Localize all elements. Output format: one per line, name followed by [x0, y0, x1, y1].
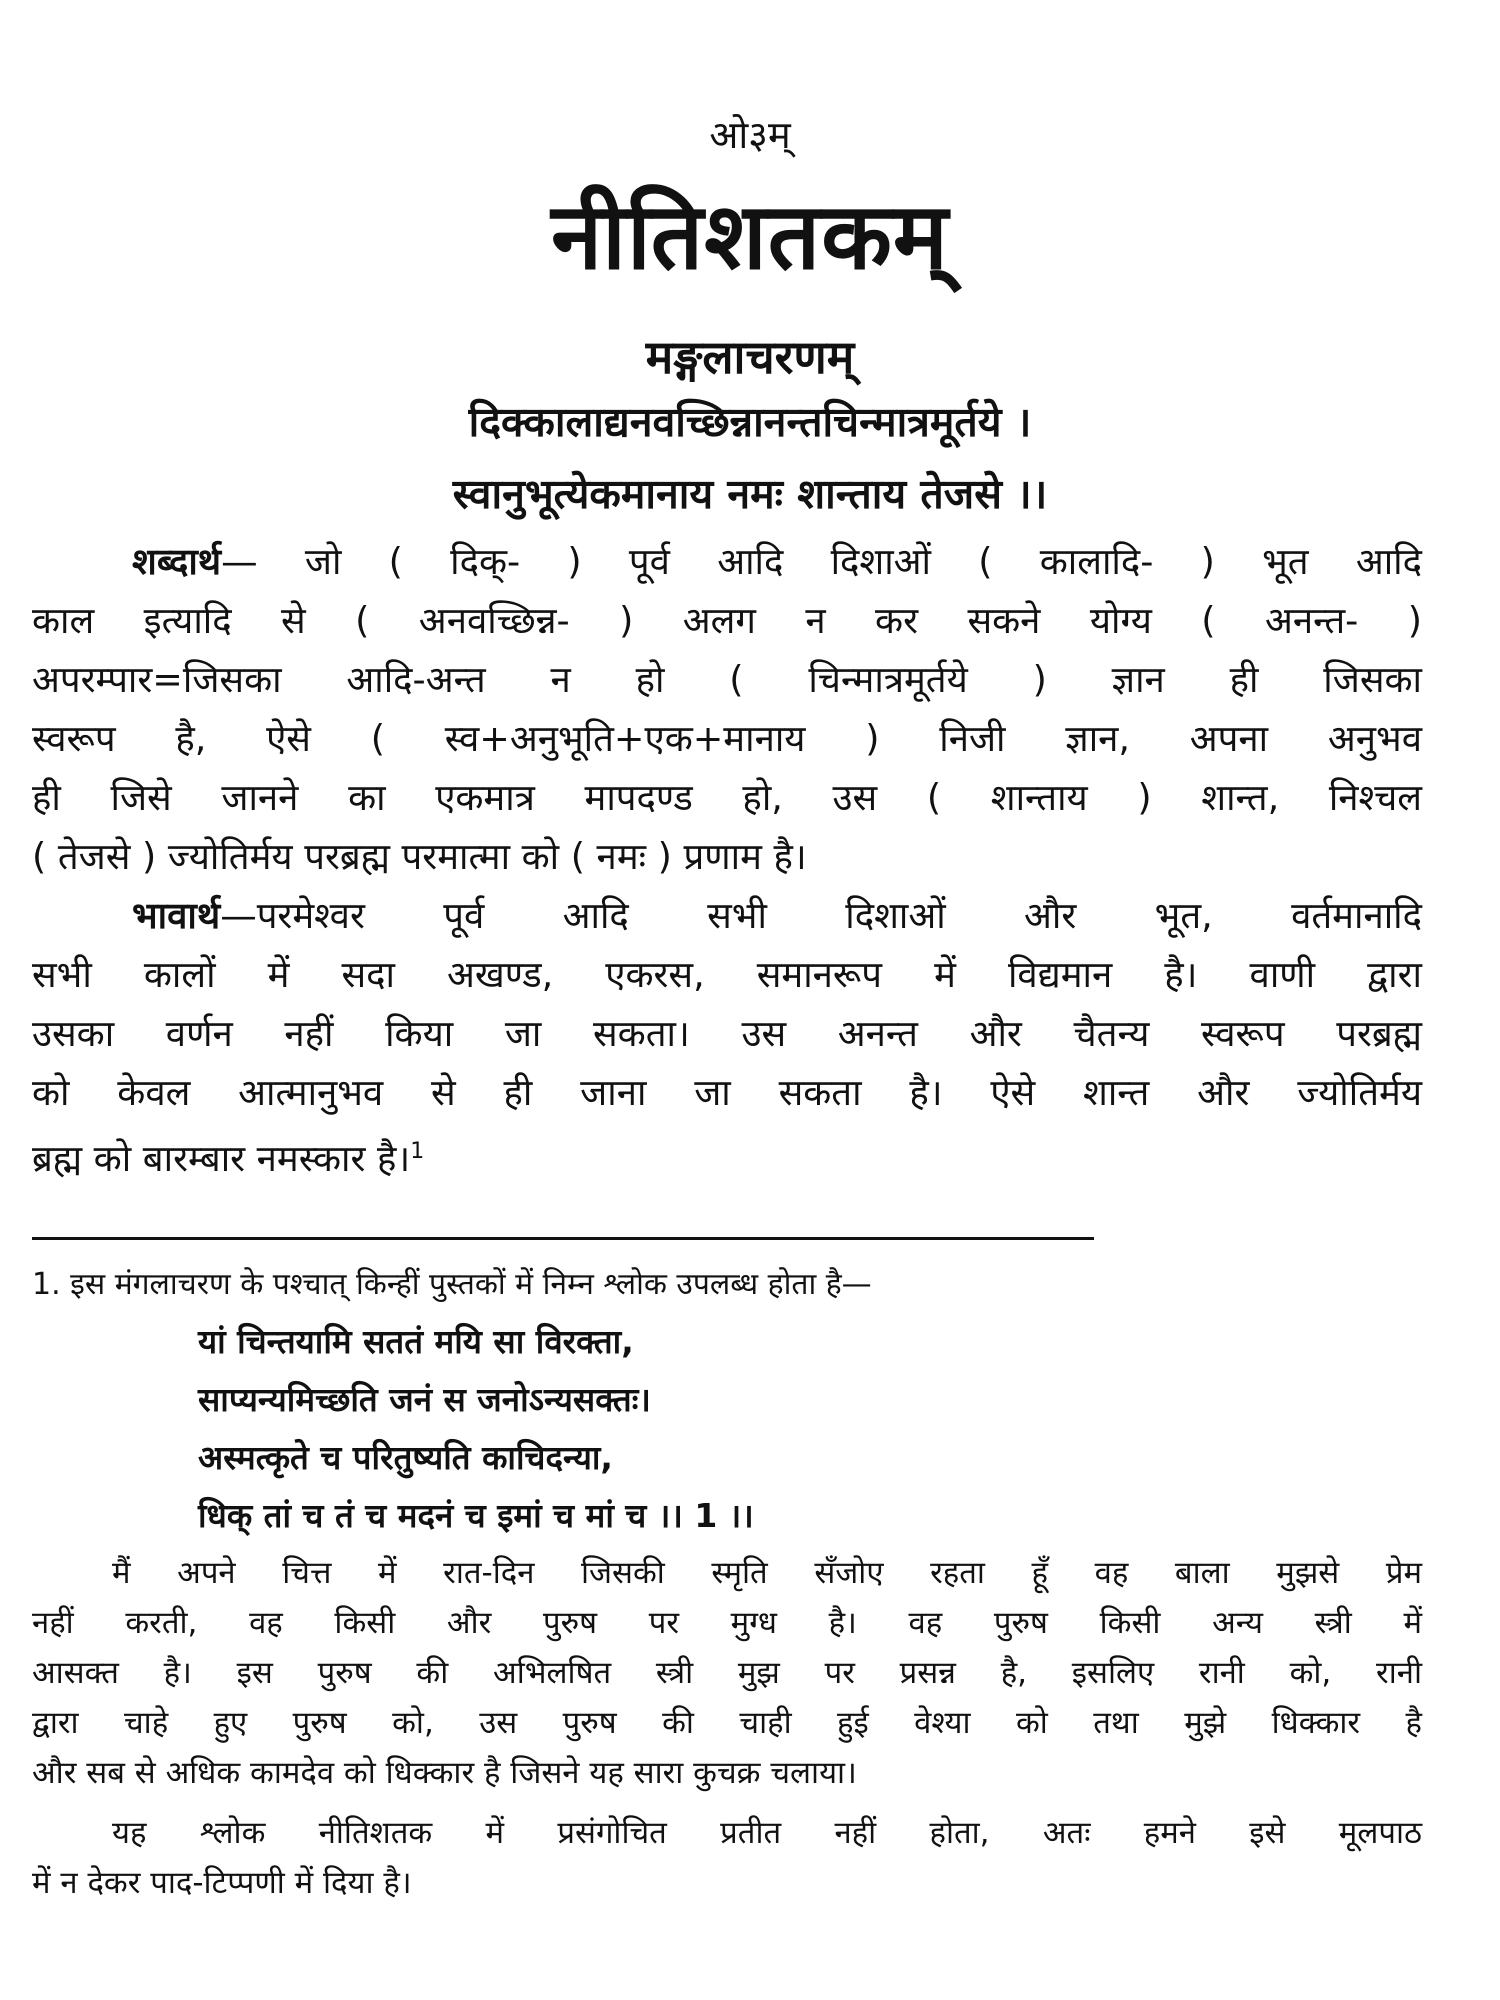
shabdarth-line: ( तेजसे ) ज्योतिर्मय परब्रह्म परमात्मा को ( नमः ) प्रणाम है। — [32, 835, 807, 878]
shabdarth-line: काल इत्यादि से ( अनवच्छिन्न- ) अलग न कर सकने योग्य ( अनन्त- ) — [32, 599, 1422, 642]
footnote-line: में न देकर पाद-टिप्पणी में दिया है। — [32, 1865, 412, 1901]
bhavarth-line: भावार्थ—परमेश्वर पूर्व आदि सभी दिशाओं और भूत, वर्तमानादि — [132, 894, 1422, 937]
bhavarth-line: उसका वर्णन नहीं किया जा सकता। उस अनन्त और चैतन्य स्वरूप परब्रह्म — [32, 1012, 1422, 1055]
footnote-ref: 1 — [410, 1139, 425, 1164]
footnote-verse-line: धिक् तां च तं च मदनं च इमां च मां च ।। 1 ।। — [198, 1496, 754, 1535]
section-heading: मङ्गलाचरणम् — [645, 330, 855, 384]
footnote-verse-line: अस्मत्कृते च परितुष्यति काचिदन्या, — [198, 1438, 613, 1477]
shabdarth-paragraph — [32, 532, 1422, 886]
shabdarth-line: ही जिसे जानने का एकमात्र मापदण्ड हो, उस ( शान्ताय ) शान्त, निश्चल — [32, 776, 1422, 819]
verse-line-1: दिक्कालाद्यनवच्छिन्नानन्तचिन्मात्रमूर्तये । — [468, 398, 1032, 446]
bhavarth-paragraph — [32, 886, 1422, 1188]
shabdarth-line: स्वरूप है, ऐसे ( स्व+अनुभूति+एक+मानाय ) निजी ज्ञान, अपना अनुभव — [32, 717, 1422, 760]
footnote-line: द्वारा चाहे हुए पुरुष को, उस पुरुष की चाही हुई वेश्या को तथा मुझे धिक्कार है — [32, 1705, 1422, 1741]
footnote-line: नहीं करती, वह किसी और पुरुष पर मुग्ध है। वह पुरुष किसी अन्य स्त्री में — [32, 1605, 1422, 1641]
verse-line-2: स्वानुभूत्येकमानाय नमः शान्ताय तेजसे ।। — [452, 470, 1048, 518]
footnote-line: आसक्त है। इस पुरुष की अभिलषित स्त्री मुझ पर प्रसन्न है, इसलिए रानी को, रानी — [32, 1655, 1422, 1691]
footnote-line: यह श्लोक नीतिशतक में प्रसंगोचित प्रतीत नहीं होता, अतः हमने इसे मूलपाठ — [112, 1815, 1422, 1851]
footnote-intro: 1. इस मंगलाचरण के पश्चात् किन्हीं पुस्तकों में निम्न श्लोक उपलब्ध होता है— — [32, 1267, 872, 1302]
footnote-verse-line: साप्यन्यमिच्छति जनं स जनोऽन्यसक्तः। — [198, 1380, 651, 1419]
footnote-note — [32, 1808, 1422, 1908]
bhavarth-line: ब्रह्म को बारम्बार नमस्कार है।$^1$ — [32, 1137, 425, 1181]
footnote-line: मैं अपने चित्त में रात-दिन जिसकी स्मृति सँजोए रहता हूँ वह बाला मुझसे प्रेम — [112, 1555, 1422, 1591]
shabdarth-line: शब्दार्थ— जो ( दिक्- ) पूर्व आदि दिशाओं ( कालादि- ) भूत आदि — [132, 540, 1422, 583]
footnote-line: और सब से अधिक कामदेव को धिक्कार है जिसने यह सारा कुचक्र चलाया। — [32, 1755, 857, 1791]
footnote-verse-line: यां चिन्तयामि सततं मयि सा विरक्ता, — [198, 1322, 634, 1361]
bhavarth-line: को केवल आत्मानुभव से ही जाना जा सकता है। ऐसे शान्त और ज्योतिर्मय — [32, 1071, 1422, 1114]
om-invocation: ओ३म् — [709, 113, 791, 157]
shabdarth-label: शब्दार्थ — [132, 540, 222, 583]
shabdarth-line: अपरम्पार=जिसका आदि-अन्त न हो ( चिन्मात्रमूर्तये ) ज्ञान ही जिसका — [32, 658, 1422, 701]
bhavarth-label: भावार्थ — [132, 894, 221, 937]
page-title: नीतिशतकम् — [551, 183, 949, 290]
bhavarth-line: सभी कालों में सदा अखण्ड, एकरस, समानरूप में विद्यमान है। वाणी द्वारा — [32, 953, 1422, 996]
footnote-divider — [32, 1237, 1094, 1240]
footnote-translation — [32, 1548, 1422, 1798]
